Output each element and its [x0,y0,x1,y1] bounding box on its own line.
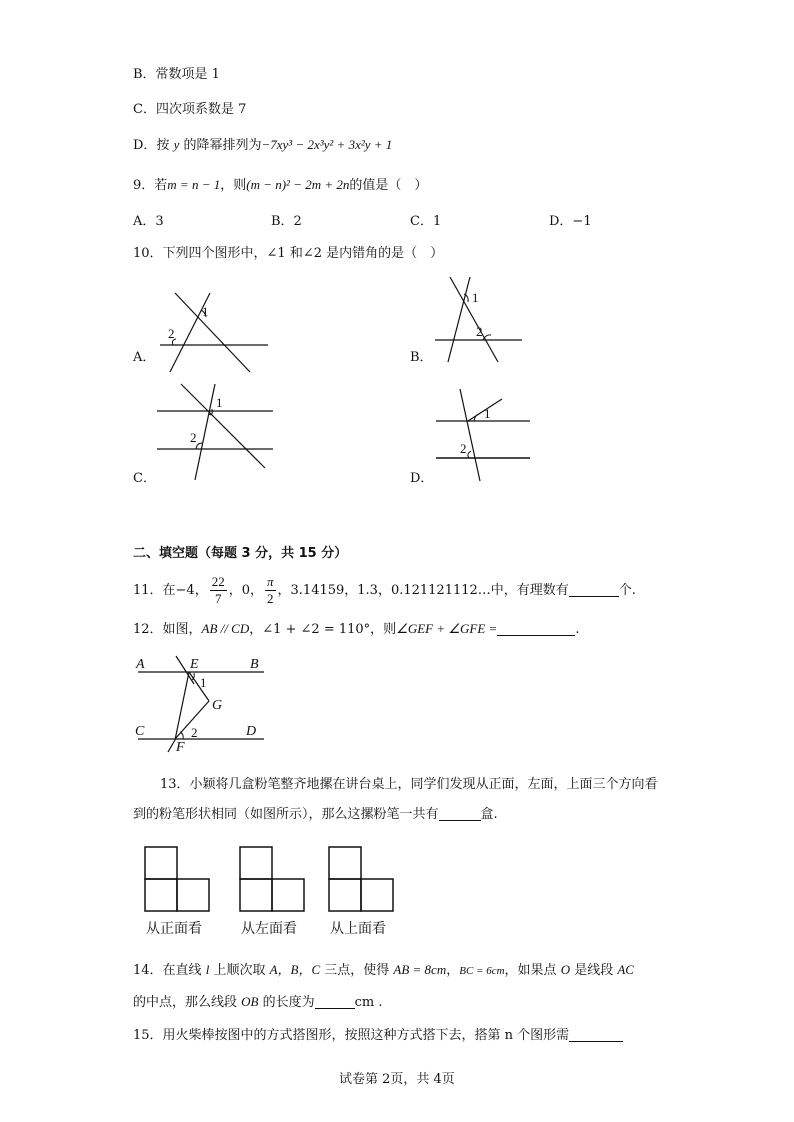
q13-label-front: 从正面看 [146,921,202,937]
q9-option-b: B．2 [271,214,302,229]
q12-point-g: G [212,698,223,713]
question-9-stem [133,176,427,195]
q10c-angle-2: 2 [190,430,197,445]
q14-line-1: 14．在直线 l 上顺次取 A，B，C 三点，使得 AB = 8cm，BC = 6cm，如果点 O 是线段 AC [133,962,634,978]
q12-given: AB // CD [201,621,250,636]
q11-fraction-1: $\frac{22}{7}$ [211,574,225,606]
q15-answer-blank[interactable] [569,1027,623,1042]
q12-mid: ，∠1 + ∠2 = 110°，则 [249,622,397,637]
q13-view-front [143,845,211,913]
q12-point-f: F [176,740,185,755]
q13-label-left: 从左面看 [241,921,297,937]
q12-figure [132,652,272,757]
q13-line-2 [133,806,498,824]
q12-point-e: E [190,657,199,672]
q10-option-d-label: D． [410,471,434,486]
q9-num: 9．若 [133,178,168,193]
q10-figure-a [150,285,280,380]
q9-mid: ，则 [220,178,247,193]
q12-point-b: B [250,657,259,672]
q10d-angle-2: 2 [460,441,467,456]
q11-suffix: ，3.14159，1.3，0.121121112…中，有理数有 [277,583,569,598]
q10a-angle-1: 1 [202,304,209,319]
option-8d-prefix: D．按 [133,138,174,153]
q13-view-left [238,845,306,913]
page-footer: 试卷第 2页，共 4页 [339,1072,455,1087]
q10-option-a-label: A． [133,350,156,365]
q9-option-a: A．3 [133,214,164,229]
q9-end: 的值是（ ） [349,178,428,193]
q10a-angle-2: 2 [168,326,175,341]
option-8c: C．四次项系数是 7 [133,102,247,117]
q11-fraction-2: $\frac{\pi}{2}$ [267,574,274,606]
q13-line2-prefix: 到的粉笔形状相同（如图所示），那么这摞粉笔一共有 [133,807,439,822]
option-8d-var: y [173,137,180,152]
q10-figure-b [430,272,530,367]
q12-angle-2: 2 [191,725,198,740]
q11-answer-blank[interactable] [569,582,619,597]
q10-figure-c [155,380,285,485]
q10-option-c-label: C． [133,471,156,486]
q12-point-a: A [136,657,145,672]
q12-point-d: D [246,724,257,739]
q12-end: . [575,622,580,637]
q10b-angle-1: 1 [472,290,479,305]
q10c-angle-1: 1 [216,395,223,410]
option-8d [133,136,392,155]
q10d-angle-1: 1 [484,406,491,421]
q12-point-c: C [135,724,145,739]
q11-mid: ，0， [228,583,263,598]
q12-answer-blank[interactable] [497,621,575,636]
q9-option-c: C．1 [410,214,442,229]
q13-answer-blank[interactable] [439,806,481,821]
option-8d-mid: 的降幂排列为 [179,138,262,153]
q14-line-2: 的中点，那么线段 OB 的长度为 cm . [133,994,383,1010]
option-8b: B．常数项是 1 [133,67,220,82]
q12-ask: ∠GEF + ∠GFE = [396,621,498,636]
q10-figure-d [430,385,540,485]
q9-option-d: D．−1 [549,214,592,229]
q10b-angle-2: 2 [476,324,483,339]
section-2-heading: 二、填空题（每题 3 分，共 15 分） [133,546,348,561]
q13-view-top [327,845,395,913]
q9-condition: m = n − 1 [167,177,221,192]
question-10-stem: 10．下列四个图形中，∠1 和∠2 是内错角的是（ ） [133,246,444,261]
question-12 [133,620,579,639]
q13-label-top: 从上面看 [330,921,386,937]
q12-angle-1: 1 [200,675,207,690]
q10-option-b-label: B． [410,350,433,365]
question-11 [133,573,636,609]
q11-end: 个. [618,583,636,598]
q14-answer-blank[interactable] [315,994,355,1009]
q13-line2-end: 盒. [480,807,498,822]
q12-prefix: 12．如图， [133,622,202,637]
option-8d-expr: −7xy³ − 2x³y² + 3x²y + 1 [261,137,393,152]
q13-line-1: 13．小颖将几盒粉笔整齐地摞在讲台桌上，同学们发现从正面，左面，上面三个方向看 [160,777,658,792]
q11-prefix: 11．在−4， [133,583,208,598]
q9-expr: (m − n)² − 2m + 2n [246,177,350,192]
question-15: 15．用火柴棒按图中的方式搭图形，按照这种方式搭下去，搭第 n 个图形需 [133,1027,623,1045]
